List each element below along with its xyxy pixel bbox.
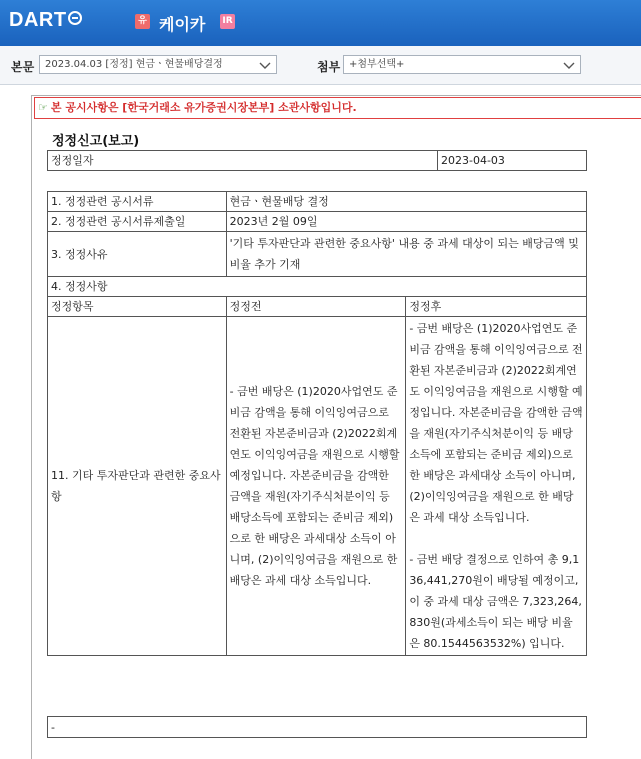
main-document-value: 2023.04.03 [정정] 현금ㆍ현물배당결정 — [45, 59, 223, 70]
after-paragraph: - 금번 배당은 (1)2020사업연도 준비금 감액을 통해 이익잉여금으로 전환된 자본준비금과 (2)2022회계연도 이익잉여금을 재원으로 시행할 예정입니다. 자본준비금을 감액한 금액을 재원(자기주식처분이익 등 배당소득에 포함되는 준비금 제외)으로 한 배당은 과세대상 소득이 아니며, (2)이익잉여금을 재원으로 한 배당은 과세 대상 소득입니다. — [409, 322, 583, 524]
dart-logo[interactable] — [9, 9, 82, 32]
date-label: 정정일자 — [48, 151, 438, 171]
company-name: 케이카 — [159, 15, 206, 34]
row-label: 3. 정정사유 — [48, 232, 227, 277]
row-value: '기타 투자판단과 관련한 중요사항' 내용 중 과세 대상이 되는 배당금액 및 비율 추가 기재 — [226, 232, 586, 277]
document-selector-bar — [0, 46, 641, 85]
before-text: - 금번 배당은 (1)2020사업연도 준비금 감액을 통해 이익잉여금으로 전환된 자본준비금과 (2)2022회계연도 이익잉여금을 재원으로 시행할 예정입니다. 자본준비금을 감액한 금액을 재원(자기주식처분이익 등 배당소득에 포함되는 준비금 제외)으로 한 배당은 과세대상 소득이 아니며, (2)이익잉여금을 재원으로 한 배당은 과세 대상 소득입니다. — [226, 317, 406, 656]
footer-table — [47, 716, 587, 738]
row-value: 현금ㆍ현물배당 결정 — [226, 192, 586, 212]
row-value: 2023년 2월 09일 — [226, 212, 586, 232]
notice-text: 본 공시사항은 [한국거래소 유가증권시장본부] 소관사항입니다. — [50, 101, 357, 114]
attachment-select[interactable] — [343, 55, 581, 74]
row-label: 2. 정정관련 공시서류제출일 — [48, 212, 227, 232]
table-row — [48, 212, 587, 232]
table-row — [48, 232, 587, 277]
main-label: 본문 — [11, 60, 35, 74]
table-row — [48, 297, 587, 317]
table-row — [48, 277, 587, 297]
top-header-bar — [0, 0, 641, 46]
market-badge: 유 — [135, 14, 150, 29]
document-title: 정정신고(보고) — [52, 134, 140, 149]
chevron-down-icon — [562, 58, 576, 72]
footer-cell: - — [48, 717, 587, 738]
section-heading: 4. 정정사항 — [48, 277, 587, 297]
table-row — [48, 192, 587, 212]
hand-pointer-icon: ☞ — [38, 101, 48, 114]
attach-label: 첨부 — [317, 60, 341, 74]
date-value: 2023-04-03 — [438, 151, 587, 171]
logo-circle-icon — [68, 11, 82, 25]
column-header-after: 정정후 — [406, 297, 587, 317]
after-paragraph: - 금번 배당 결정으로 인하여 총 9,136,441,270원이 배당될 예정이고, 이 중 과세 대상 금액은 7,323,264,830원(과세소득이 되는 배당 비율은 80.1544563532%) 입니다. — [409, 553, 582, 650]
row-label: 1. 정정관련 공시서류 — [48, 192, 227, 212]
chevron-down-icon — [258, 58, 272, 72]
after-text — [406, 317, 587, 656]
correction-date-table — [47, 150, 587, 171]
correction-detail-table — [47, 191, 587, 656]
column-header-before: 정정전 — [226, 297, 406, 317]
jurisdiction-notice — [34, 97, 641, 119]
table-row — [48, 717, 587, 738]
main-document-select[interactable] — [39, 55, 277, 74]
column-header-item: 정정항목 — [48, 297, 227, 317]
attachment-value: +첨부선택+ — [349, 59, 405, 70]
correction-item: 11. 기타 투자판단과 관련한 중요사항 — [48, 317, 227, 656]
table-row — [48, 317, 587, 656]
table-row — [48, 151, 587, 171]
ir-badge[interactable]: IR — [220, 14, 235, 29]
logo-text: DART — [9, 9, 67, 31]
